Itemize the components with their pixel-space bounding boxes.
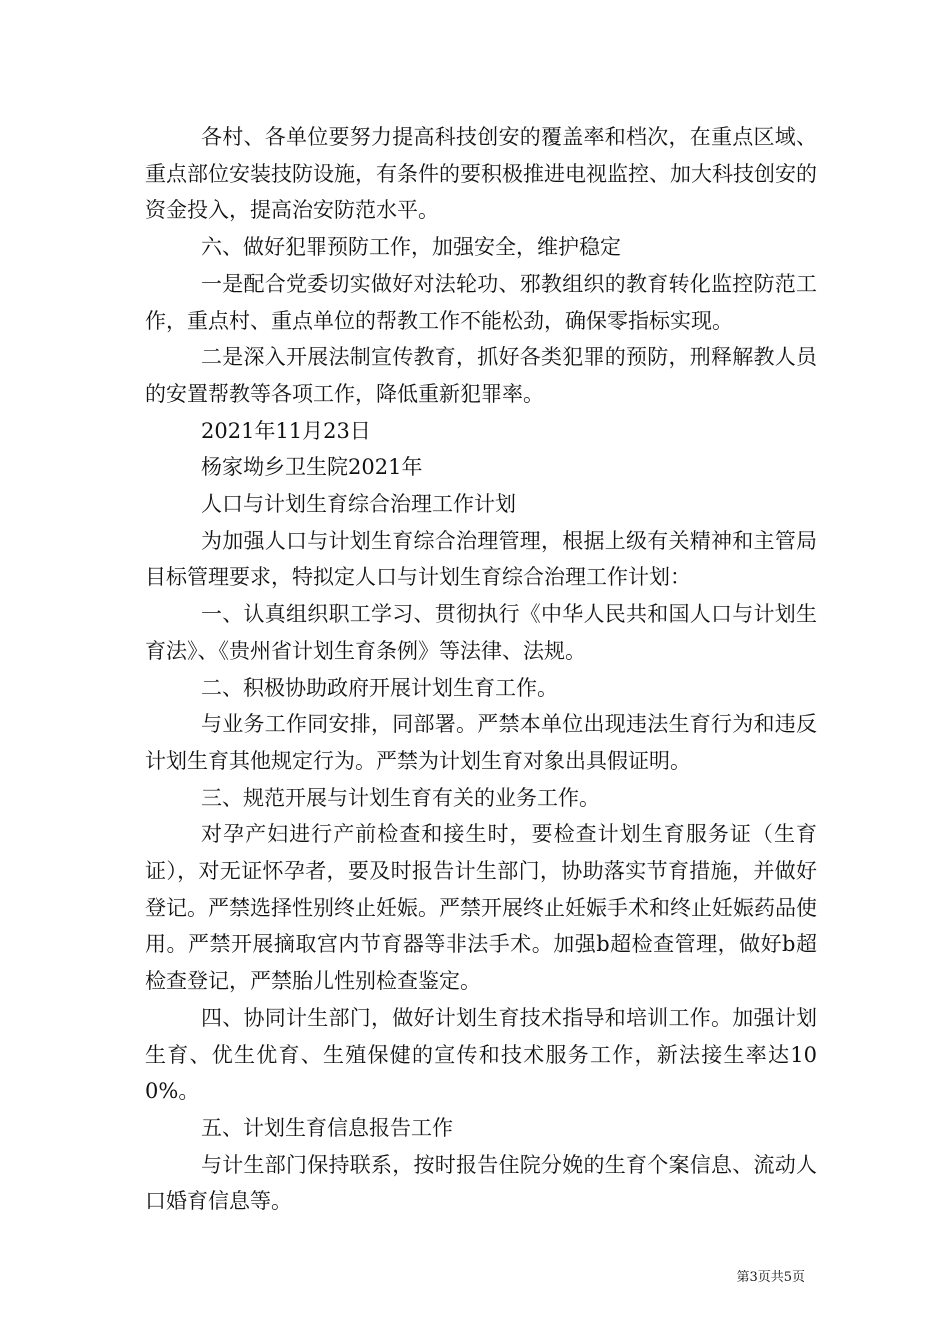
heading-crime-prevention: 六、做好犯罪预防工作，加强安全，维护稳定 [201,235,621,260]
document-date: 2021年11月23日 [201,418,371,443]
plan-title: 人口与计划生育综合治理工作计划 [201,492,516,517]
document-body [145,119,817,1220]
paragraph-unified-arrangement: 与业务工作同安排，同部署。严禁本单位出现违法生育行为和违反计划生育其他规定行为。严禁为计划生育对象出具假证明。 [145,712,817,773]
item-5-information-report: 五、计划生育信息报告工作 [201,1115,453,1140]
page-number-footer: 第3页共5页 [736,1270,805,1285]
paragraph-prenatal-checks: 对孕产妇进行产前检查和接生时，要检查计划生育服务证（生育证），对无证怀孕者，要及时报告计生部门，协助落实节育措施，并做好登记。严禁选择性别终止妊娠。严禁开展终止妊娠手术和终止妊娠药品使用。严禁开展摘取宫内节育器等非法手术。加强b超检查管理，做好b超检查登记，严禁胎儿性别检查鉴定。 [145,822,817,994]
paragraph-keep-contact: 与计生部门保持联系，按时报告住院分娩的生育个案信息、流动人口婚育信息等。 [145,1152,817,1214]
paragraph-cult-monitoring: 一是配合党委切实做好对法轮功、邪教组织的教育转化监控防范工作，重点村、重点单位的帮教工作不能松劲，确保零指标实现。 [145,271,817,333]
item-3-standardize-work: 三、规范开展与计划生育有关的业务工作。 [201,785,600,810]
paragraph-introduction: 为加强人口与计划生育综合治理管理，根据上级有关精神和主管局目标管理要求，特拟定人口与计划生育综合治理工作计划： [145,528,817,590]
item-2-assist-government: 二、积极协助政府开展计划生育工作。 [201,675,558,700]
organization-name: 杨家坳乡卫生院2021年 [201,455,423,480]
paragraph-tech-security: 各村、各单位要努力提高科技创安的覆盖率和档次，在重点区域、重点部位安装技防设施，有条件的要积极推进电视监控、加大科技创安的资金投入，提高治安防范水平。 [145,125,817,223]
item-4-technical-guidance: 四、协同计生部门，做好计划生育技术指导和培训工作。加强计划生育、优生优育、生殖保健的宣传和技术服务工作，新法接生率达100%。 [145,1005,817,1104]
item-1-study-law: 一、认真组织职工学习、贯彻执行《中华人民共和国人口与计划生育法》、《贵州省计划生育条例》等法律、法规。 [145,602,817,663]
paragraph-legal-education: 二是深入开展法制宣传教育，抓好各类犯罪的预防，刑释解教人员的安置帮教等各项工作，降低重新犯罪率。 [145,345,817,406]
